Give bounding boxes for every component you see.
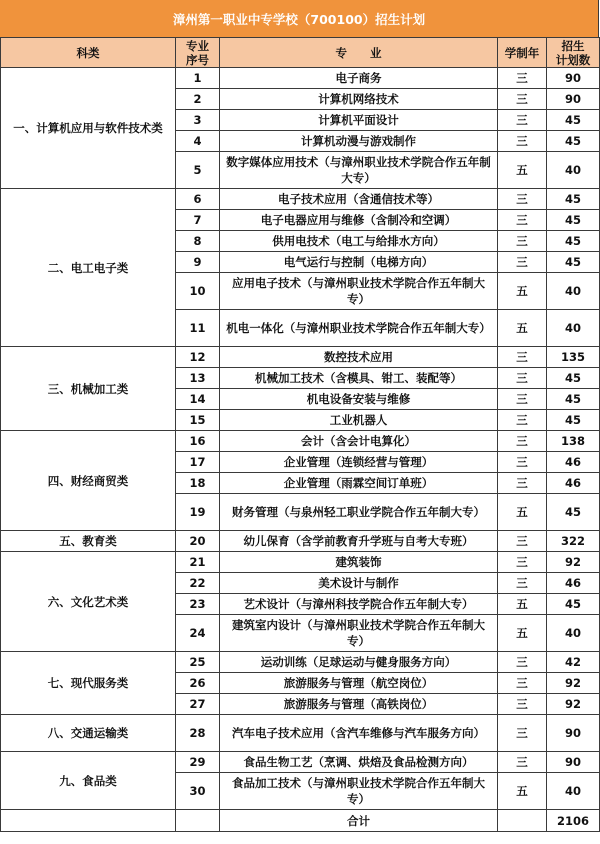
header-quota <box>547 38 600 68</box>
quota-cell: 40 <box>547 152 600 189</box>
header-category: 科类 <box>1 38 176 68</box>
seq-cell: 28 <box>176 715 220 752</box>
quota-cell: 90 <box>547 89 600 110</box>
major-cell: 计算机平面设计 <box>220 110 498 131</box>
seq-cell: 2 <box>176 89 220 110</box>
seq-cell: 11 <box>176 310 220 347</box>
years-cell: 三 <box>498 715 547 752</box>
seq-cell: 25 <box>176 652 220 673</box>
header-quota-line1: 招生 <box>561 38 585 53</box>
years-cell: 三 <box>498 573 547 594</box>
seq-cell: 7 <box>176 210 220 231</box>
seq-cell: 22 <box>176 573 220 594</box>
category-cell: 一、计算机应用与软件技术类 <box>1 68 176 189</box>
seq-cell: 13 <box>176 368 220 389</box>
category-cell: 六、文化艺术类 <box>1 552 176 652</box>
major-cell: 电气运行与控制（电梯方向） <box>220 252 498 273</box>
table-body <box>1 68 600 810</box>
category-cell: 九、食品类 <box>1 752 176 810</box>
seq-cell: 15 <box>176 410 220 431</box>
quota-cell: 92 <box>547 694 600 715</box>
total-label: 合计 <box>220 810 498 832</box>
years-cell: 五 <box>498 615 547 652</box>
quota-cell: 135 <box>547 347 600 368</box>
major-cell: 机械加工技术（含模具、钳工、装配等） <box>220 368 498 389</box>
table-row <box>1 652 600 673</box>
quota-cell: 46 <box>547 452 600 473</box>
years-cell: 三 <box>498 131 547 152</box>
major-cell: 美术设计与制作 <box>220 573 498 594</box>
years-cell: 五 <box>498 773 547 810</box>
total-blank-3 <box>498 810 547 832</box>
major-cell: 电子商务 <box>220 68 498 89</box>
years-cell: 三 <box>498 89 547 110</box>
seq-cell: 21 <box>176 552 220 573</box>
quota-cell: 45 <box>547 189 600 210</box>
major-cell: 电子电器应用与维修（含制冷和空调） <box>220 210 498 231</box>
major-cell: 数控技术应用 <box>220 347 498 368</box>
major-cell: 会计（含会计电算化） <box>220 431 498 452</box>
quota-cell: 40 <box>547 273 600 310</box>
quota-cell: 45 <box>547 252 600 273</box>
years-cell: 三 <box>498 210 547 231</box>
years-cell: 三 <box>498 189 547 210</box>
quota-cell: 42 <box>547 652 600 673</box>
years-cell: 五 <box>498 310 547 347</box>
seq-cell: 14 <box>176 389 220 410</box>
major-cell: 机电一体化（与漳州职业技术学院合作五年制大专） <box>220 310 498 347</box>
seq-cell: 26 <box>176 673 220 694</box>
major-cell: 运动训练（足球运动与健身服务方向） <box>220 652 498 673</box>
major-cell: 供用电技术（电工与给排水方向） <box>220 231 498 252</box>
years-cell: 三 <box>498 473 547 494</box>
years-cell: 三 <box>498 231 547 252</box>
table-row <box>1 552 600 573</box>
table-row <box>1 347 600 368</box>
years-cell: 五 <box>498 494 547 531</box>
table-row <box>1 752 600 773</box>
quota-cell: 45 <box>547 110 600 131</box>
seq-cell: 3 <box>176 110 220 131</box>
quota-cell: 90 <box>547 715 600 752</box>
seq-cell: 12 <box>176 347 220 368</box>
years-cell: 三 <box>498 389 547 410</box>
seq-cell: 8 <box>176 231 220 252</box>
seq-cell: 6 <box>176 189 220 210</box>
seq-cell: 1 <box>176 68 220 89</box>
quota-cell: 45 <box>547 494 600 531</box>
years-cell: 三 <box>498 452 547 473</box>
major-cell: 建筑装饰 <box>220 552 498 573</box>
years-cell: 三 <box>498 68 547 89</box>
quota-cell: 40 <box>547 773 600 810</box>
quota-cell: 138 <box>547 431 600 452</box>
years-cell: 三 <box>498 694 547 715</box>
quota-cell: 45 <box>547 594 600 615</box>
quota-cell: 45 <box>547 389 600 410</box>
table-row <box>1 715 600 752</box>
quota-cell: 45 <box>547 231 600 252</box>
seq-cell: 27 <box>176 694 220 715</box>
table-header-row <box>1 38 600 68</box>
category-cell: 四、财经商贸类 <box>1 431 176 531</box>
seq-cell: 20 <box>176 531 220 552</box>
major-cell: 幼儿保育（含学前教育升学班与自考大专班） <box>220 531 498 552</box>
seq-cell: 29 <box>176 752 220 773</box>
major-cell: 机电设备安装与维修 <box>220 389 498 410</box>
major-cell: 旅游服务与管理（航空岗位） <box>220 673 498 694</box>
total-blank-2 <box>176 810 220 832</box>
years-cell: 三 <box>498 368 547 389</box>
years-cell: 三 <box>498 431 547 452</box>
major-cell: 工业机器人 <box>220 410 498 431</box>
quota-cell: 40 <box>547 615 600 652</box>
years-cell: 三 <box>498 110 547 131</box>
total-quota: 2106 <box>547 810 600 832</box>
table-row <box>1 431 600 452</box>
major-cell: 建筑室内设计（与漳州职业技术学院合作五年制大专） <box>220 615 498 652</box>
seq-cell: 19 <box>176 494 220 531</box>
seq-cell: 23 <box>176 594 220 615</box>
seq-cell: 30 <box>176 773 220 810</box>
years-cell: 五 <box>498 594 547 615</box>
major-cell: 旅游服务与管理（高铁岗位） <box>220 694 498 715</box>
major-cell: 企业管理（雨霖空间订单班） <box>220 473 498 494</box>
quota-cell: 92 <box>547 673 600 694</box>
years-cell: 五 <box>498 273 547 310</box>
major-cell: 食品加工技术（与漳州职业技术学院合作五年制大专） <box>220 773 498 810</box>
major-cell: 汽车电子技术应用（含汽车维修与汽车服务方向） <box>220 715 498 752</box>
seq-cell: 4 <box>176 131 220 152</box>
table-row <box>1 531 600 552</box>
major-cell: 数字媒体应用技术（与漳州职业技术学院合作五年制大专） <box>220 152 498 189</box>
years-cell: 三 <box>498 410 547 431</box>
quota-cell: 322 <box>547 531 600 552</box>
seq-cell: 9 <box>176 252 220 273</box>
years-cell: 三 <box>498 673 547 694</box>
total-row <box>1 810 600 832</box>
quota-cell: 45 <box>547 131 600 152</box>
quota-cell: 90 <box>547 752 600 773</box>
quota-cell: 45 <box>547 210 600 231</box>
seq-cell: 10 <box>176 273 220 310</box>
years-cell: 五 <box>498 152 547 189</box>
years-cell: 三 <box>498 552 547 573</box>
seq-cell: 16 <box>176 431 220 452</box>
header-years: 学制年 <box>498 38 547 68</box>
header-quota-line2: 计划数 <box>555 52 591 67</box>
seq-cell: 24 <box>176 615 220 652</box>
years-cell: 三 <box>498 252 547 273</box>
major-cell: 艺术设计（与漳州科技学院合作五年制大专） <box>220 594 498 615</box>
category-cell: 八、交通运输类 <box>1 715 176 752</box>
quota-cell: 45 <box>547 410 600 431</box>
quota-cell: 40 <box>547 310 600 347</box>
quota-cell: 90 <box>547 68 600 89</box>
category-cell: 五、教育类 <box>1 531 176 552</box>
category-cell: 七、现代服务类 <box>1 652 176 715</box>
enrollment-table <box>0 37 600 832</box>
category-cell: 三、机械加工类 <box>1 347 176 431</box>
table-row <box>1 68 600 89</box>
quota-cell: 45 <box>547 368 600 389</box>
seq-cell: 5 <box>176 152 220 189</box>
major-cell: 食品生物工艺（烹调、烘焙及食品检测方向） <box>220 752 498 773</box>
total-blank-1 <box>1 810 176 832</box>
major-cell: 财务管理（与泉州轻工职业学院合作五年制大专） <box>220 494 498 531</box>
years-cell: 三 <box>498 531 547 552</box>
header-seq <box>176 38 220 68</box>
major-cell: 计算机网络技术 <box>220 89 498 110</box>
seq-cell: 18 <box>176 473 220 494</box>
years-cell: 三 <box>498 652 547 673</box>
years-cell: 三 <box>498 347 547 368</box>
quota-cell: 92 <box>547 552 600 573</box>
category-cell: 二、电工电子类 <box>1 189 176 347</box>
header-major: 专 业 <box>220 38 498 68</box>
header-seq-line1: 专业 <box>186 38 209 53</box>
major-cell: 企业管理（连锁经营与管理） <box>220 452 498 473</box>
major-cell: 电子技术应用（含通信技术等） <box>220 189 498 210</box>
table-row <box>1 189 600 210</box>
document-title: 漳州第一职业中专学校（700100）招生计划 <box>0 0 599 37</box>
header-seq-line2: 序号 <box>186 52 209 67</box>
quota-cell: 46 <box>547 573 600 594</box>
years-cell: 三 <box>498 752 547 773</box>
major-cell: 应用电子技术（与漳州职业技术学院合作五年制大专） <box>220 273 498 310</box>
major-cell: 计算机动漫与游戏制作 <box>220 131 498 152</box>
seq-cell: 17 <box>176 452 220 473</box>
quota-cell: 46 <box>547 473 600 494</box>
